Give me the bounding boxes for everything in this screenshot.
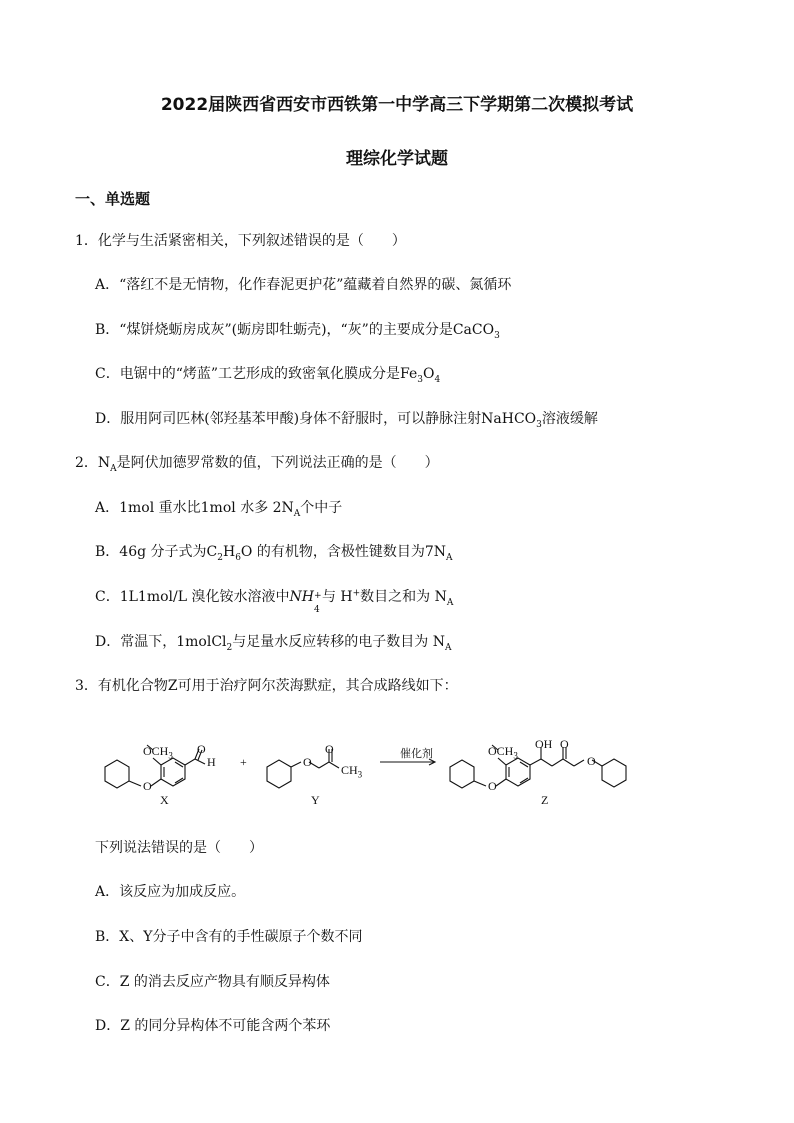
q2-option-d: D．常温下，1molCl$_2$与足量水反应转移的电子数目为 $N_A$ (95, 634, 452, 653)
x-aldehyde-h-label: H (207, 755, 216, 769)
x-thp-ring (105, 760, 129, 788)
q1-stem: 1．化学与生活紧密相关，下列叙述错误的是（ ） (75, 233, 406, 249)
z-hydroxyl-label: OH (535, 737, 553, 751)
q1-option-a: A．“落红不是无情物，化作春泥更护花”蕴藏着自然界的碳、氮循环 (95, 277, 512, 293)
y-thp-ring (267, 760, 291, 788)
compound-y-label: Y (311, 793, 320, 807)
q3-stem: 3．有机化合物Z可用于治疗阿尔茨海默症，其合成路线如下： (75, 678, 458, 694)
q1-option-b: B．“煤饼烧蛎房成灰”(蛎房即牡蛎壳)，“灰”的主要成分是CaCO$_3$ (95, 322, 500, 341)
q1-option-d: D．服用阿司匹林(邻羟基苯甲酸)身体不舒服时，可以静脉注射NaHCO$_3$溶液缓解 (95, 411, 598, 430)
reaction-scheme-diagram (95, 712, 655, 812)
y-ketone-o-label: O (325, 742, 334, 756)
q3-option-b: B．X、Y分子中含有的手性碳原子个数不同 (95, 929, 363, 945)
page-subtitle: 理综化学试题 (346, 149, 448, 169)
z-thp-ring-2 (602, 759, 626, 787)
z-ketone-o-label: O (560, 737, 569, 751)
q1-option-c: C．电锯中的“烤蓝”工艺形成的致密氧化膜成分是$Fe_3O_4$ (95, 366, 441, 385)
compound-z-label: Z (541, 793, 549, 807)
q2-stem: 2．$N_A$是阿伏加德罗常数的值，下列说法正确的是（ ） (75, 455, 439, 474)
x-benzene-ring (161, 758, 185, 786)
plus-sign: + (240, 755, 247, 769)
z-thp-ring (450, 760, 474, 788)
q3-option-c: C．Z 的消去反应产物具有顺反异构体 (95, 974, 330, 990)
x-ether-o-label: O (143, 779, 152, 793)
q3-option-d: D．Z 的同分异构体不可能含两个苯环 (95, 1018, 331, 1034)
y-methyl-label: $CH_3$ (341, 763, 363, 780)
z-ether-o2-label: O (587, 754, 596, 768)
z-benzene-ring (506, 758, 530, 786)
section-heading: 一、单选题 (75, 190, 151, 208)
z-ether-o-label: O (488, 779, 497, 793)
q2-option-b: B．46g 分子式为$C_2H_6O$ 的有机物，含极性键数目为$7N_A$ (95, 544, 453, 563)
q3-prompt: 下列说法错误的是（ ） (95, 840, 263, 856)
compound-x-label: X (160, 793, 169, 807)
x-aldehyde-o-label: O (197, 742, 206, 756)
z-methoxy-label: $OCH_3$ (488, 744, 518, 761)
q3-option-a: A．该反应为加成反应。 (95, 884, 246, 900)
x-methoxy-label: $OCH_3$ (143, 744, 173, 761)
q2-option-a: A．1mol 重水比1mol 水多 $2N_A$个中子 (95, 500, 343, 519)
y-ether-o-label: O (303, 755, 312, 769)
page-title: 2022届陕西省西安市西铁第一中学高三下学期第二次模拟考试 (160, 95, 634, 115)
catalyst-label: 催化剂 (400, 747, 433, 760)
q2-option-c: C．1L1mol/L 溴化铵水溶液中NH + 4 与 H+数目之和为 $N_A$ (95, 588, 454, 615)
